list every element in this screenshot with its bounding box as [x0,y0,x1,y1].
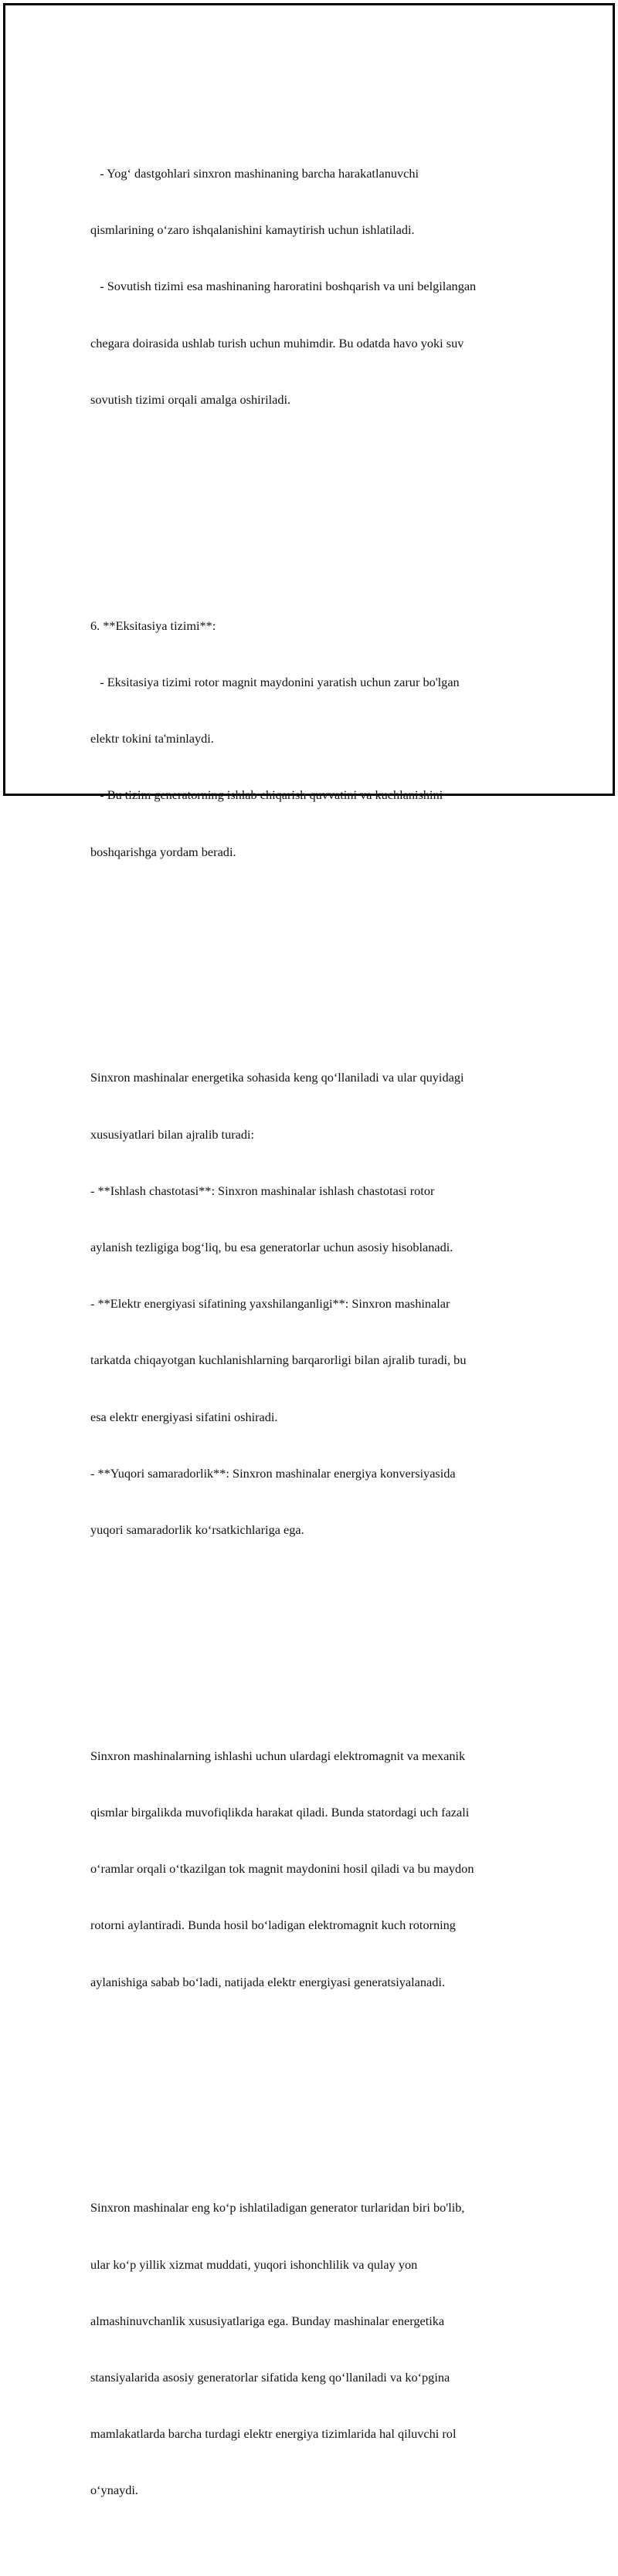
list-item: - **Elektr energiyasi sifatining yaxshilanganligi**: Sinxron mashinalar [90,1296,450,1312]
text-line: o‘ynaydi. [90,2483,138,2498]
paragraph-spacer [90,1633,554,1652]
list-item: - **Yuqori samaradorlik**: Sinxron mashinalar energiya konversiyasida [90,1465,456,1481]
list-item: - **Ishlash chastotasi**: Sinxron mashinalar ishlash chastotasi rotor [90,1183,435,1198]
paragraph-excitation-system [90,579,554,899]
text-line: - Sovutish tizimi esa mashinaning haroratini boshqarish va uni belgilangan [90,279,477,294]
paragraph-features [90,1031,554,1578]
text-line: - Bu tizim generatorning ishlab chiqarish quvvatini va kuchlanishini [90,787,443,803]
text-line: almashinuvchanlik xususiyatlariga ega. Bunday mashinalar energetika [90,2313,445,2328]
text-line: - Eksitasiya tizimi rotor magnit maydonini yaratish uchun zarur bo'lgan [90,674,460,689]
text-line: yuqori samaradorlik ko‘rsatkichlariga ega. [90,1522,304,1537]
text-line: xususiyatlari bilan ajralib turadi: [90,1126,255,1142]
text-line: stansiyalarida asosiy generatorlar sifatida keng qo‘llaniladi va ko‘pgina [90,2370,450,2385]
paragraph-usage [90,2161,554,2538]
text-line: - Yog‘ dastgohlari sinxron mashinaning barcha harakatlanuvchi [90,166,419,181]
document-body [90,70,554,2576]
text-line: elektr tokini ta'minlaydi. [90,731,214,746]
text-line: Sinxron mashinalar eng ko‘p ishlatiladigan generator turlaridan biri bo'lib, [90,2200,465,2215]
text-line: boshqarishga yordam beradi. [90,844,236,859]
text-line: ular ko‘p yillik xizmat muddati, yuqori ishonchlilik va qulay yon [90,2256,418,2272]
text-line: chegara doirasida ushlab turish uchun muhimdir. Bu odatda havo yoki suv [90,335,464,350]
text-line: sovutish tizimi orqali amalga oshiriladi. [90,391,291,407]
text-line: Sinxron mashinalarning ishlashi uchun ulardagi elektromagnit va mexanik [90,1748,466,1763]
text-line: rotorni aylantiradi. Bunda hosil bo‘ladigan elektromagnit kuch rotorning [90,1918,456,1933]
paragraph-spacer [90,503,554,522]
text-line: esa elektr energiyasi sifatini oshiradi. [90,1409,278,1424]
text-line: aylanish tezligiga bog‘liq, bu esa generatorlar uchun asosiy hisoblanadi. [90,1239,453,1254]
paragraph-operation [90,1709,554,2029]
paragraph-spacer [90,2086,554,2104]
paragraph-cooling-lubrication [90,127,554,447]
text-line: aylanishiga sabab bo‘ladi, natijada elektr energiyasi generatsiyalanadi. [90,1974,446,1989]
text-line: Sinxron mashinalar energetika sohasida keng qo‘llaniladi va ular quyidagi [90,1070,464,1085]
section-heading: 6. **Eksitasiya tizimi**: [90,618,216,633]
text-line: o‘ramlar orqali o‘tkazilgan tok magnit maydonini hosil qiladi va bu maydon [90,1861,474,1877]
text-line: mamlakatlarda barcha turdagi elektr energiya tizimlarida hal qiluvchi rol [90,2426,457,2442]
text-line: tarkatda chiqayotgan kuchlanishlarning barqarorligi bilan ajralib turadi, bu [90,1352,467,1368]
text-line: qismlar birgalikda muvofiqlikda harakat qiladi. Bunda statordagi uch fazali [90,1805,470,1820]
text-line: qismlarining o‘zaro ishqalanishini kamaytirish uchun ishlatiladi. [90,222,415,238]
paragraph-spacer [90,956,554,974]
